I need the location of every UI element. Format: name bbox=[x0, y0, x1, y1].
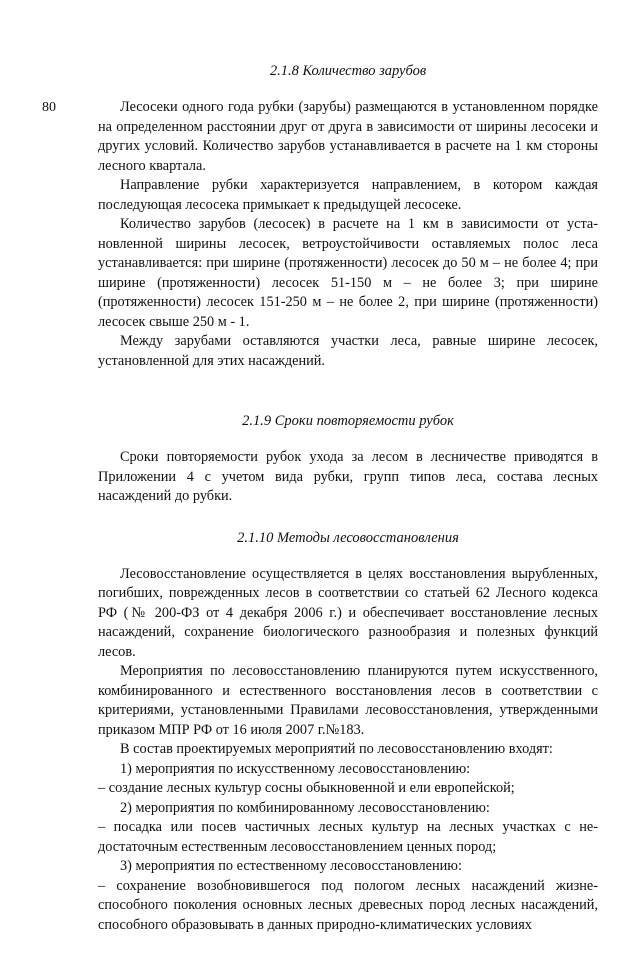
section-body bbox=[98, 448, 598, 507]
list-item: 3) мероприятия по естественному лесовосстановлению: bbox=[120, 858, 462, 874]
paragraph: Сроки повторяемости рубок ухода за лесом в лесничестве приводятся в Приложении 4 с учетом вида рубки, групп типов леса, состава лесных насаждений до рубки. bbox=[98, 449, 598, 504]
list-item: 2) мероприятия по комбинированному лесовосстановлению: bbox=[120, 799, 490, 816]
list-item: – посадка или посев частичных лесных культур на лесных участках с недостаточным естественным лесовосстановлением ценных пород; bbox=[98, 819, 598, 855]
section-heading: 2.1.10 Методы лесовосстановления bbox=[237, 529, 459, 546]
section-heading: 2.1.9 Сроки повторяемости рубок bbox=[242, 413, 454, 429]
paragraph: Лесовосстановление осуществляется в целях восстановления вырубленных, погибших, поврежденных лесов в соответствии со статьей 62 Лесного кодекса РФ (№ 200-ФЗ от 4 декабря 2006 г.) и обеспечивает восстановление лесных насаждений, сохранение биологического разнообразия и полезных функций лесов. bbox=[98, 565, 598, 660]
list-item: – сохранение возобновившегося под пологом лесных насаждений жизнеспособного поколения основных лесных древесных пород лесных насаждений, способного образовывать в данных природно-климатических условиях bbox=[98, 877, 598, 933]
list-item: – создание лесных культур сосны обыкновенной и ели европейской; bbox=[98, 780, 515, 796]
document-page bbox=[0, 63, 640, 968]
section-body bbox=[98, 98, 598, 371]
paragraph: Количество зарубов (лесосек) в расчете на 1 км в зависимости от установленной ширины лесосек, ветроустойчивости оставляемых полос леса устанавливается: при ширине (протяженности) лесосек до 50 м – не более 4; при ширине (протяженности) лесосек 51-150 м – не более 3; при ширине (протяженности) лесосек 151-250 м – не более 2, при ширине (протяженности) лесосек свыше 250 м - 1. bbox=[98, 216, 598, 330]
paragraph: Лесосеки одного года рубки (зарубы) размещаются в установленном порядке на определенном расстоянии друг от друга в зависимости от ширины лесосеки и других условий. Количество зарубов устанавливается в расчете на 1 км стороны лесного квартала. bbox=[98, 99, 598, 174]
paragraph: Между зарубами оставляются участки леса, равные ширине лесосек, установленной для этих насаждений. bbox=[98, 333, 598, 369]
page-number: 80 bbox=[42, 100, 56, 115]
section-body bbox=[98, 565, 598, 936]
paragraph: В состав проектируемых мероприятий по лесовосстановлению входят: bbox=[120, 741, 553, 757]
paragraph: Мероприятия по лесовосстановлению планируются путем искусственного, комбинированного и естественного восстановления лесов в соответствии с критериями, установленными Правилами лесовосстановления, утвержденными приказом МПР РФ от 16 июля 2007 г.№183. bbox=[98, 663, 598, 738]
paragraph: Направление рубки характеризуется направлением, в котором каждая последующая лесосека примыкает к предыдущей лесосеке. bbox=[98, 177, 598, 213]
list-item: 1) мероприятия по искусственному лесовосстановлению: bbox=[120, 760, 471, 777]
section-heading: 2.1.8 Количество зарубов bbox=[269, 63, 427, 79]
